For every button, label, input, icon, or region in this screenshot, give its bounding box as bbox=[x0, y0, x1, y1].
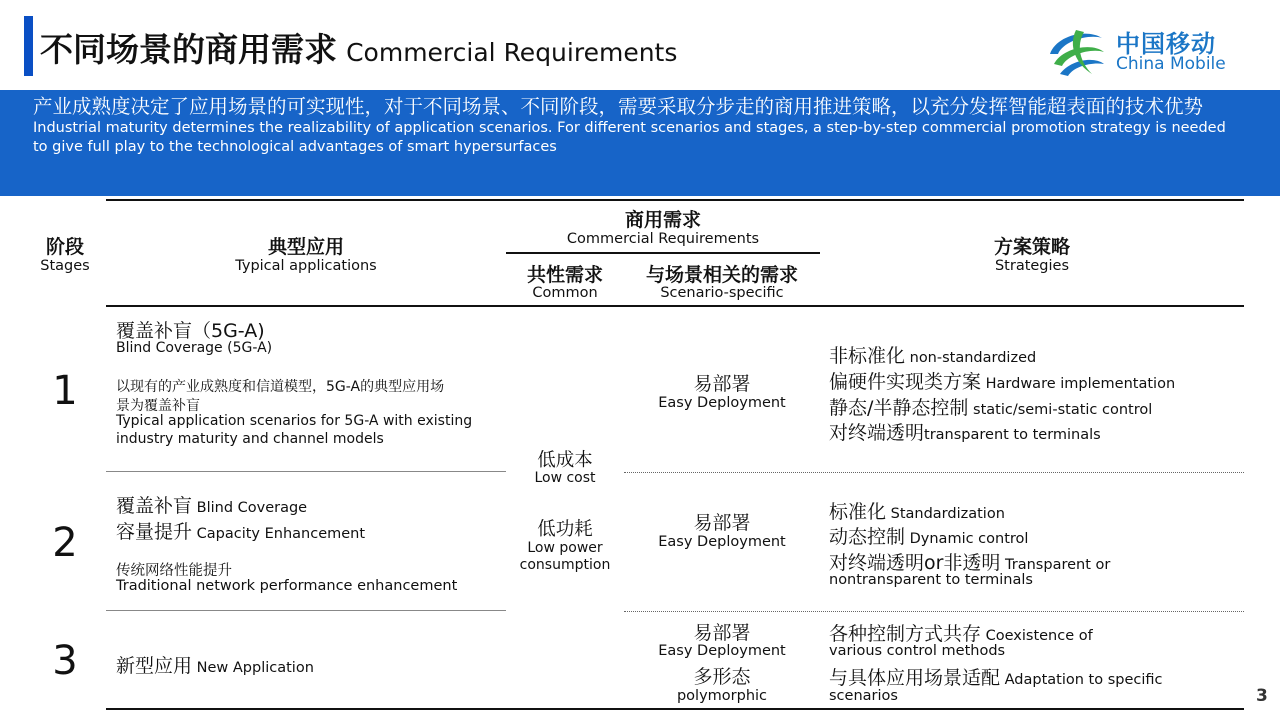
row2-divider bbox=[106, 610, 506, 611]
row2-scen-zh: 易部署 bbox=[693, 512, 751, 534]
stage-3-number: 3 bbox=[52, 638, 78, 684]
header-apps-en: Typical applications bbox=[235, 258, 377, 274]
row1-app2-zh2: 景为覆盖补盲 bbox=[116, 398, 200, 414]
logo-zh: 中国移动 bbox=[1116, 30, 1216, 58]
header-common-zh: 共性需求 bbox=[526, 264, 603, 286]
row3-strat-tail: scenarios bbox=[829, 688, 898, 704]
row2-app1: 覆盖补盲 Blind Coverage bbox=[116, 495, 308, 517]
row3-strat-2: 与具体应用场景适配 Adaptation to specific bbox=[829, 667, 1163, 689]
row3-strat-mid: various control methods bbox=[829, 643, 1006, 659]
header-scen-zh: 与场景相关的需求 bbox=[645, 264, 798, 286]
banner-zh: 产业成熟度决定了应用场景的可实现性，对于不同场景、不同阶段，需要采取分步走的商用推进策略，以充分发挥智能超表面的技术优势 bbox=[33, 95, 1204, 118]
title-zh: 不同场景的商用需求 bbox=[40, 30, 337, 69]
summary-banner bbox=[0, 90, 1280, 196]
header-scen-en: Scenario-specific bbox=[660, 285, 784, 301]
req-sub-rule bbox=[506, 252, 820, 254]
header-strat-zh: 方案策略 bbox=[993, 236, 1070, 258]
header-bottom-rule bbox=[106, 305, 1244, 307]
common-low-power-zh: 低功耗 bbox=[537, 519, 593, 540]
row1-strat-4: 对终端透明transparent to terminals bbox=[829, 422, 1101, 444]
header-apps-zh: 典型应用 bbox=[267, 236, 344, 258]
logo-en: China Mobile bbox=[1116, 54, 1226, 74]
header-req-en: Commercial Requirements bbox=[566, 231, 760, 247]
title-en: Commercial Requirements bbox=[346, 38, 678, 67]
row1-strat-2: 偏硬件实现类方案 Hardware implementation bbox=[829, 371, 1176, 393]
row2-strat-3: 对终端透明or非透明 Transparent or bbox=[829, 552, 1111, 574]
row1-strat-1: 非标准化 non-standardized bbox=[829, 345, 1037, 367]
common-low-cost-en: Low cost bbox=[534, 470, 596, 486]
row3-app: 新型应用 New Application bbox=[116, 655, 314, 677]
row1-dotted-divider bbox=[624, 472, 1244, 473]
header-stages-zh: 阶段 bbox=[45, 236, 84, 258]
common-low-power-en1: Low power bbox=[527, 540, 603, 556]
page-title bbox=[40, 28, 677, 78]
row2-app2-en: Traditional network performance enhancement bbox=[116, 578, 458, 594]
row1-app1-en: Blind Coverage (5G-A) bbox=[116, 340, 273, 356]
row3-scen2-zh: 多形态 bbox=[693, 666, 751, 688]
row1-strat-3: 静态/半静态控制 static/semi-static control bbox=[829, 397, 1153, 419]
row2-dotted-divider bbox=[624, 611, 1244, 612]
stage-2-number: 2 bbox=[52, 520, 78, 566]
row1-scen-zh: 易部署 bbox=[693, 373, 751, 395]
table-top-rule bbox=[106, 199, 1244, 201]
header-req-zh: 商用需求 bbox=[624, 209, 701, 231]
row1-app2-en2: industry maturity and channel models bbox=[116, 431, 384, 447]
header-common-en: Common bbox=[532, 285, 598, 301]
china-mobile-logo-icon bbox=[1046, 24, 1108, 80]
stage-1-number: 1 bbox=[52, 368, 78, 414]
row3-strat-1: 各种控制方式共存 Coexistence of bbox=[829, 623, 1093, 645]
row2-scen-en: Easy Deployment bbox=[658, 534, 786, 550]
row3-scen-en: Easy Deployment bbox=[658, 643, 786, 659]
row1-scen-en: Easy Deployment bbox=[658, 395, 786, 411]
row2-strat-tail: nontransparent to terminals bbox=[829, 572, 1033, 588]
row3-scen-zh: 易部署 bbox=[693, 622, 751, 644]
row1-app1-zh: 覆盖补盲（5G-A) bbox=[116, 320, 265, 342]
common-low-power-en2: consumption bbox=[519, 557, 611, 573]
title-accent-bar bbox=[24, 16, 33, 76]
china-mobile-logo bbox=[1046, 24, 1236, 80]
row1-divider bbox=[106, 471, 506, 472]
table-bottom-rule bbox=[106, 708, 1244, 710]
row2-app2-zh: 传统网络性能提升 bbox=[116, 563, 232, 579]
common-low-cost-zh: 低成本 bbox=[537, 450, 593, 471]
header-stages-en: Stages bbox=[40, 258, 90, 274]
banner-en: Industrial maturity determines the realizability of application scenarios. For different scenarios and stages, a step-by-step commercial promotion strategy is needed to give full play to the technological advantages of smart hypersurfaces bbox=[33, 120, 1226, 155]
row2-strat-1: 标准化 Standardization bbox=[829, 501, 1005, 523]
row2-strat-2: 动态控制 Dynamic control bbox=[829, 526, 1029, 548]
row2-app1b: 容量提升 Capacity Enhancement bbox=[116, 521, 366, 543]
row1-app2-en1: Typical application scenarios for 5G-A with existing bbox=[116, 413, 473, 429]
page-number: 3 bbox=[1256, 686, 1268, 706]
row1-app2-zh1: 以现有的产业成熟度和信道模型，5G-A的典型应用场 bbox=[116, 379, 445, 395]
row3-scen2-en: polymorphic bbox=[676, 688, 768, 704]
header-strat-en: Strategies bbox=[994, 258, 1070, 274]
